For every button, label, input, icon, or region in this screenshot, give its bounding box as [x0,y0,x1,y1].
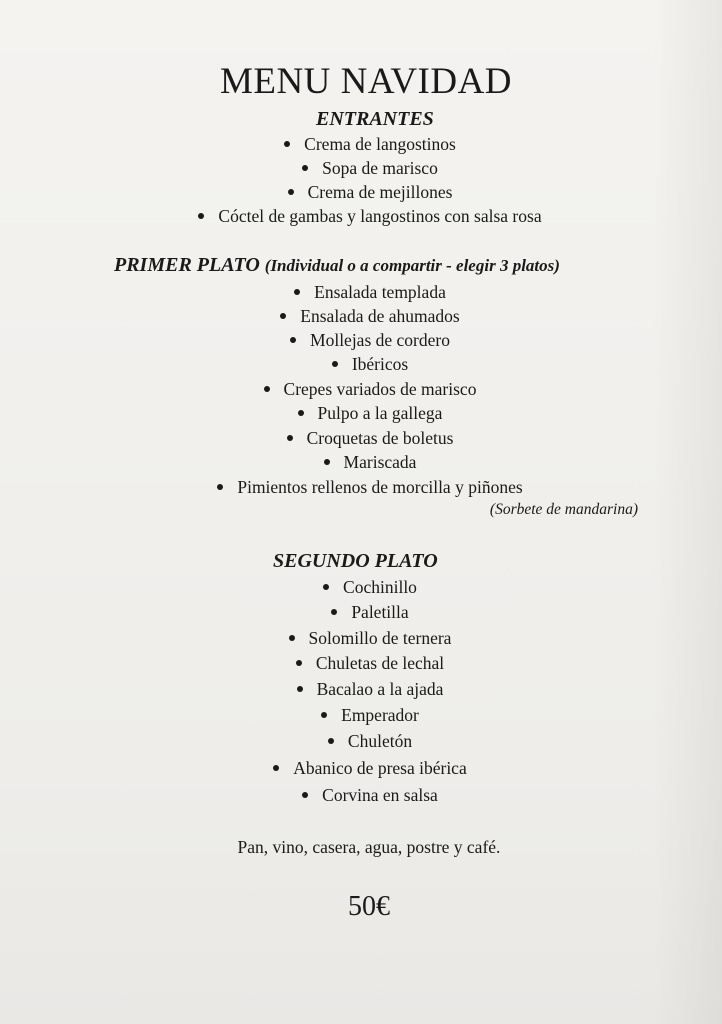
bullet-icon [294,289,300,295]
item-label: Paletilla [351,602,409,622]
item-label: Bacalao a la ajada [316,679,444,699]
section-heading-entrantes: ENTRANTES [316,108,434,130]
list-item [0,305,722,327]
bullet-icon [328,738,334,744]
item-label: Emperador [341,705,419,725]
list-item [0,652,722,674]
item-label: Mollejas de cordero [310,330,450,350]
list-item [0,402,722,424]
bullet-icon [332,361,338,367]
list-item [0,730,722,752]
includes-text: Pan, vino, casera, agua, postre y café. [237,837,501,857]
list-item [0,133,722,155]
list-item [0,353,722,375]
item-label: Crema de mejillones [307,182,453,202]
item-label: Corvina en salsa [322,785,438,805]
list-item [0,378,722,400]
list-item [0,678,722,700]
list-item [0,576,722,598]
bullet-icon [217,484,223,490]
list-item [0,757,722,779]
menu-price: 50€ [348,891,390,922]
item-label: Pimientos rellenos de morcilla y piñones [237,477,523,497]
list-item [0,627,722,649]
item-label: Abanico de presa ibérica [293,758,467,778]
bullet-icon [273,765,279,771]
item-label: Cóctel de gambas y langostinos con salsa rosa [218,206,542,226]
list-item [0,157,722,179]
item-label: Sopa de marisco [322,158,438,178]
list-item [0,181,722,203]
list-item [0,476,722,498]
item-label: Crepes variados de marisco [283,379,477,399]
item-label: Croquetas de boletus [306,428,454,448]
bullet-icon [284,141,290,147]
list-item [0,784,722,806]
item-label: Cochinillo [343,577,417,597]
item-label: Pulpo a la gallega [317,403,443,423]
bullet-icon [298,410,304,416]
primer-plato-note: (Individual o a compartir - elegir 3 platos) [264,256,560,275]
bullet-icon [321,712,327,718]
bullet-icon [324,459,330,465]
bullet-icon [331,609,337,615]
bullet-icon [323,584,329,590]
item-label: Ensalada de ahumados [300,306,460,326]
bullet-icon [264,386,270,392]
list-item [0,601,722,623]
list-item [0,281,722,303]
bullet-icon [289,635,295,641]
item-label: Mariscada [343,452,417,472]
bullet-icon [287,435,293,441]
bullet-icon [296,660,302,666]
menu-title: MENU NAVIDAD [219,61,513,102]
bullet-icon [297,686,303,692]
list-item [0,205,722,227]
item-label: Ibéricos [351,354,409,374]
list-item [0,329,722,351]
item-label: Chuletas de lechal [315,653,445,673]
list-item [0,427,722,449]
list-item [0,704,722,726]
item-label: Crema de langostinos [304,134,456,154]
bullet-icon [290,337,296,343]
bullet-icon [198,213,204,219]
item-label: Solomillo de ternera [308,628,452,648]
section-heading-primer-plato [114,253,560,278]
bullet-icon [288,189,294,195]
primer-plato-title: PRIMER PLATO [114,254,260,276]
list-item [0,451,722,473]
bullet-icon [302,792,308,798]
bullet-icon [280,313,286,319]
bullet-icon [302,165,308,171]
item-label: Chuletón [347,731,413,751]
item-label: Ensalada templada [314,282,446,302]
section-heading-segundo-plato: SEGUNDO PLATO [273,550,438,572]
sorbete-note: (Sorbete de mandarina) [489,501,638,518]
